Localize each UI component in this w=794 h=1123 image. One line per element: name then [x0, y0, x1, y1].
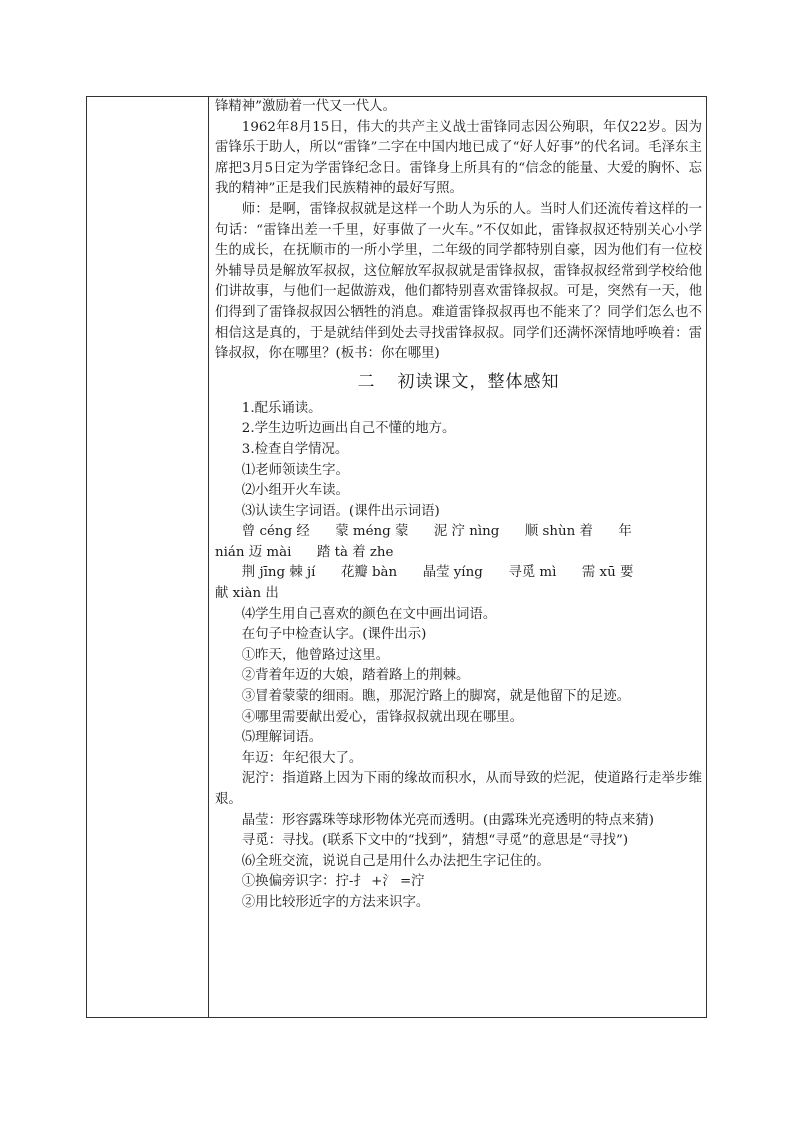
list-item: 3.检查自学情况。 — [241, 441, 349, 457]
section-heading — [215, 365, 702, 399]
section-number: 二 — [357, 371, 376, 392]
list-item: 2.学生边听边画出自己不懂的地方。 — [241, 421, 456, 437]
paragraph: 1962年8月15日，伟大的共产主义战士雷锋同志因公殉职，年仅22岁。因为雷锋乐于助人，所以“雷锋”二字在中国内地已成了“好人好事”的代名词。毛泽东主席把3月5日定为学雷锋纪念日。雷锋身上所具有的“信念的能量、大爱的胸怀、忘我的精神”正是我们民族精神的最好写照。 — [215, 119, 702, 197]
vocab-line: 献 xiàn 出 — [215, 586, 279, 602]
vocab-line: 曾 céng 经 蒙 méng 蒙 泥 泞 nìng 顺 shùn 着 年 — [241, 524, 632, 540]
definition: 泥泞：指道路上因为下雨的缘故而积水，从而导致的烂泥，使道路行走举步维艰。 — [215, 771, 702, 807]
paragraph: 师：是啊，雷锋叔叔就是这样一个助人为乐的人。当时人们还流传着这样的一句话：“雷锋出差一千里，好事做了一火车。”不仅如此，雷锋叔叔还特别关心小学生的成长，在抚顺市的一所小学里，二年级的同学都特别自豪，因为他们有一位校外辅导员是解放军叔叔，这位解放军叔叔就是雷锋叔叔，雷锋叔叔经常到学校给他们讲故事，与他们一起做游戏，他们都特别喜欢雷锋叔叔。可是，突然有一天，他们得到了雷锋叔叔因公牺牲的消息。难道雷锋叔叔再也不能来了？同学们怎么也不相信这是真的，于是就结伴到处去寻找雷锋叔叔。同学们还满怀深情地呼唤着：雷锋叔叔，你在哪里？(板书：你在哪里) — [215, 201, 702, 362]
example-sentence: ①昨天，他曾路过这里。 — [241, 647, 390, 663]
list-item: ⑶认读生字词语。(课件出示词语) — [241, 503, 440, 519]
list-item: ⑹全班交流，说说自己是用什么办法把生字记住的。 — [241, 853, 550, 869]
list-item: ②用比较形近字的方法来识字。 — [241, 894, 430, 910]
paragraph: 锋精神”激励着一代又一代人。 — [215, 99, 396, 114]
column-divider — [208, 97, 209, 1017]
section-title: 初读课文，整体感知 — [397, 371, 560, 392]
list-item: 在句子中检查认字。(课件出示) — [241, 627, 427, 643]
vocab-line: 荆 jīng 棘 jí 花瓣 bàn 晶莹 yíng 寻觅 mì 需 xū 要 — [241, 565, 634, 581]
list-item: ⑸理解词语。 — [241, 730, 323, 746]
example-sentence: ③冒着蒙蒙的细雨。瞧，那泥泞路上的脚窝，就是他留下的足迹。 — [241, 689, 631, 705]
lesson-content-cell — [215, 97, 702, 1017]
example-sentence: ④哪里需要献出爱心，雷锋叔叔就出现在哪里。 — [241, 709, 523, 725]
definition: 寻觅：寻找。(联系下文中的“找到”，猜想“寻觅”的意思是“寻找”) — [241, 833, 629, 849]
list-item: ⑷学生用自己喜欢的颜色在文中画出词语。 — [241, 606, 497, 622]
example-sentence: ②背着年迈的大娘，踏着路上的荆棘。 — [241, 668, 470, 684]
definition: 年迈：年纪很大了。 — [241, 750, 363, 766]
lesson-table — [86, 96, 707, 1018]
list-item: ⑵小组开火车读。 — [241, 483, 349, 499]
list-item: ⑴老师领读生字。 — [241, 462, 349, 478]
list-item: ①换偏旁识字：拧-扌 +氵 =泞 — [241, 874, 425, 890]
list-item: 1.配乐诵读。 — [241, 400, 322, 416]
vocab-line: nián 迈 mài 踏 tà 着 zhe — [215, 544, 394, 560]
definition: 晶莹：形容露珠等球形物体光亮而透明。(由露珠光亮透明的特点来猜) — [241, 812, 654, 828]
